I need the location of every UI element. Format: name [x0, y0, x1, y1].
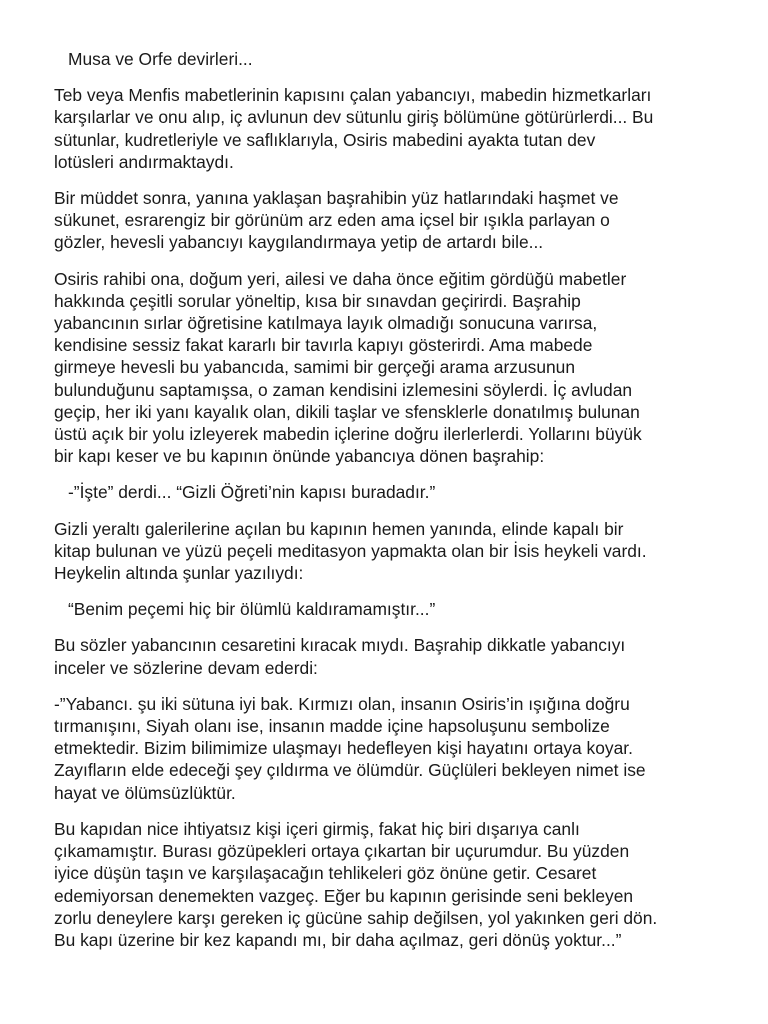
- text-line: hakkında çeşitli sorular yöneltip, kısa bir sınavdan geçirirdi. Başrahip: [54, 290, 581, 311]
- text-line: Musa ve Orfe devirleri...: [68, 49, 253, 69]
- paragraph-6: [54, 518, 724, 585]
- text-line: Teb veya Menfis mabetlerinin kapısını çalan yabancıyı, mabedin hizmetkarları: [54, 85, 652, 106]
- text-line: gözler, hevesli yabancıyı kaygılandırmaya yetip de artardı bile...: [54, 232, 544, 253]
- text-line: geçip, her iki yanı kayalık olan, dikili taşlar ve sfensklerle donatılmış bulunan: [54, 401, 640, 422]
- paragraph-4: [54, 268, 724, 468]
- paragraph-10: [54, 818, 724, 951]
- text-line: girmeye hevesli bu yabancıda, samimi bir gerçeği arama arzusunun: [54, 357, 576, 378]
- text-line: “Benim peçemi hiç bir ölümlü kaldıramamıştır...”: [68, 599, 436, 620]
- text-line: -”İşte” derdi... “Gizli Öğreti’nin kapısı buradadır.”: [68, 482, 436, 503]
- text-line: Bu kapıdan nice ihtiyatsız kişi içeri girmiş, fakat hiç biri dışarıya canlı: [54, 818, 580, 839]
- paragraph-5: [54, 481, 724, 503]
- text-line: Osiris rahibi ona, doğum yeri, ailesi ve daha önce eğitim gördüğü mabetler: [54, 268, 627, 289]
- paragraph-9: [54, 693, 724, 804]
- text-line: bulunduğunu saptamışsa, o zaman kendisini izlemesini söylerdi. İç avludan: [54, 379, 633, 400]
- paragraph-8: [54, 634, 724, 678]
- document-page: [54, 48, 724, 965]
- paragraph-7: [54, 598, 724, 620]
- text-line: etmektedir. Bizim bilimimize ulaşmayı hedefleyen kişi hayatını ortaya koyar.: [54, 738, 633, 759]
- text-line: hayat ve ölümsüzlüktür.: [54, 782, 236, 803]
- text-line: bir kapı keser ve bu kapının önünde yabancıya dönen başrahip:: [54, 446, 545, 467]
- text-line: karşılarlar ve onu alıp, iç avlunun dev sütunlu giriş bölümüne götürürlerdi... Bu: [54, 107, 654, 128]
- text-line: tırmanışını, Siyah olanı ise, insanın madde içine hapsoluşunu sembolize: [54, 716, 610, 737]
- text-line: Bu kapı üzerine bir kez kapandı mı, bir daha açılmaz, geri dönüş yoktur...”: [54, 929, 622, 950]
- text-line: Heykelin altında şunlar yazılıydı:: [54, 563, 304, 584]
- text-line: edemiyorsan denemekten vazgeç. Eğer bu kapının gerisinde seni bekleyen: [54, 885, 634, 906]
- paragraph-3: [54, 187, 724, 254]
- text-line: sütunlar, kudretleriyle ve saflıklarıyla, Osiris mabedini ayakta tutan dev: [54, 129, 596, 150]
- text-line: yabancının sırlar öğretisine katılmaya layık olmadığı sonucuna varırsa,: [54, 313, 598, 334]
- paragraph-1: [54, 48, 724, 70]
- text-line: lotüsleri andırmaktaydı.: [54, 151, 234, 172]
- text-line: Bu sözler yabancının cesaretini kıracak mıydı. Başrahip dikkatle yabancıyı: [54, 635, 626, 656]
- text-line: çıkamamıştır. Burası gözüpekleri ortaya çıkartan bir uçurumdur. Bu yüzden: [54, 841, 630, 862]
- text-line: Gizli yeraltı galerilerine açılan bu kapının hemen yanında, elinde kapalı bir: [54, 518, 624, 539]
- text-line: kitap bulunan ve yüzü peçeli meditasyon yapmakta olan bir İsis heykeli vardı.: [54, 540, 647, 561]
- text-line: iyice düşün taşın ve karşılaşacağın tehlikeleri göz önüne getir. Cesaret: [54, 863, 597, 884]
- text-line: Bir müddet sonra, yanına yaklaşan başrahibin yüz hatlarındaki haşmet ve: [54, 188, 619, 209]
- text-line: kendisine sessiz fakat kararlı bir tavırla kapıyı gösterirdi. Ama mabede: [54, 335, 593, 356]
- text-line: üstü açık bir yolu izleyerek mabedin içlerine doğru ilerlerlerdi. Yollarını büyük: [54, 424, 642, 445]
- text-line: zorlu deneylere karşı gereken iç gücüne sahip değilsen, yol yakınken geri dön.: [54, 907, 658, 928]
- text-line: sükunet, esrarengiz bir görünüm arz eden ama içsel bir ışıkla parlayan o: [54, 210, 610, 231]
- text-line: inceler ve sözlerine devam ederdi:: [54, 657, 318, 678]
- text-line: Zayıfların elde edeceği şey çıldırma ve ölümdür. Güçlüleri bekleyen nimet ise: [54, 760, 646, 781]
- paragraph-2: [54, 84, 724, 173]
- text-line: -”Yabancı. şu iki sütuna iyi bak. Kırmızı olan, insanın Osiris’in ışığına doğru: [54, 693, 630, 714]
